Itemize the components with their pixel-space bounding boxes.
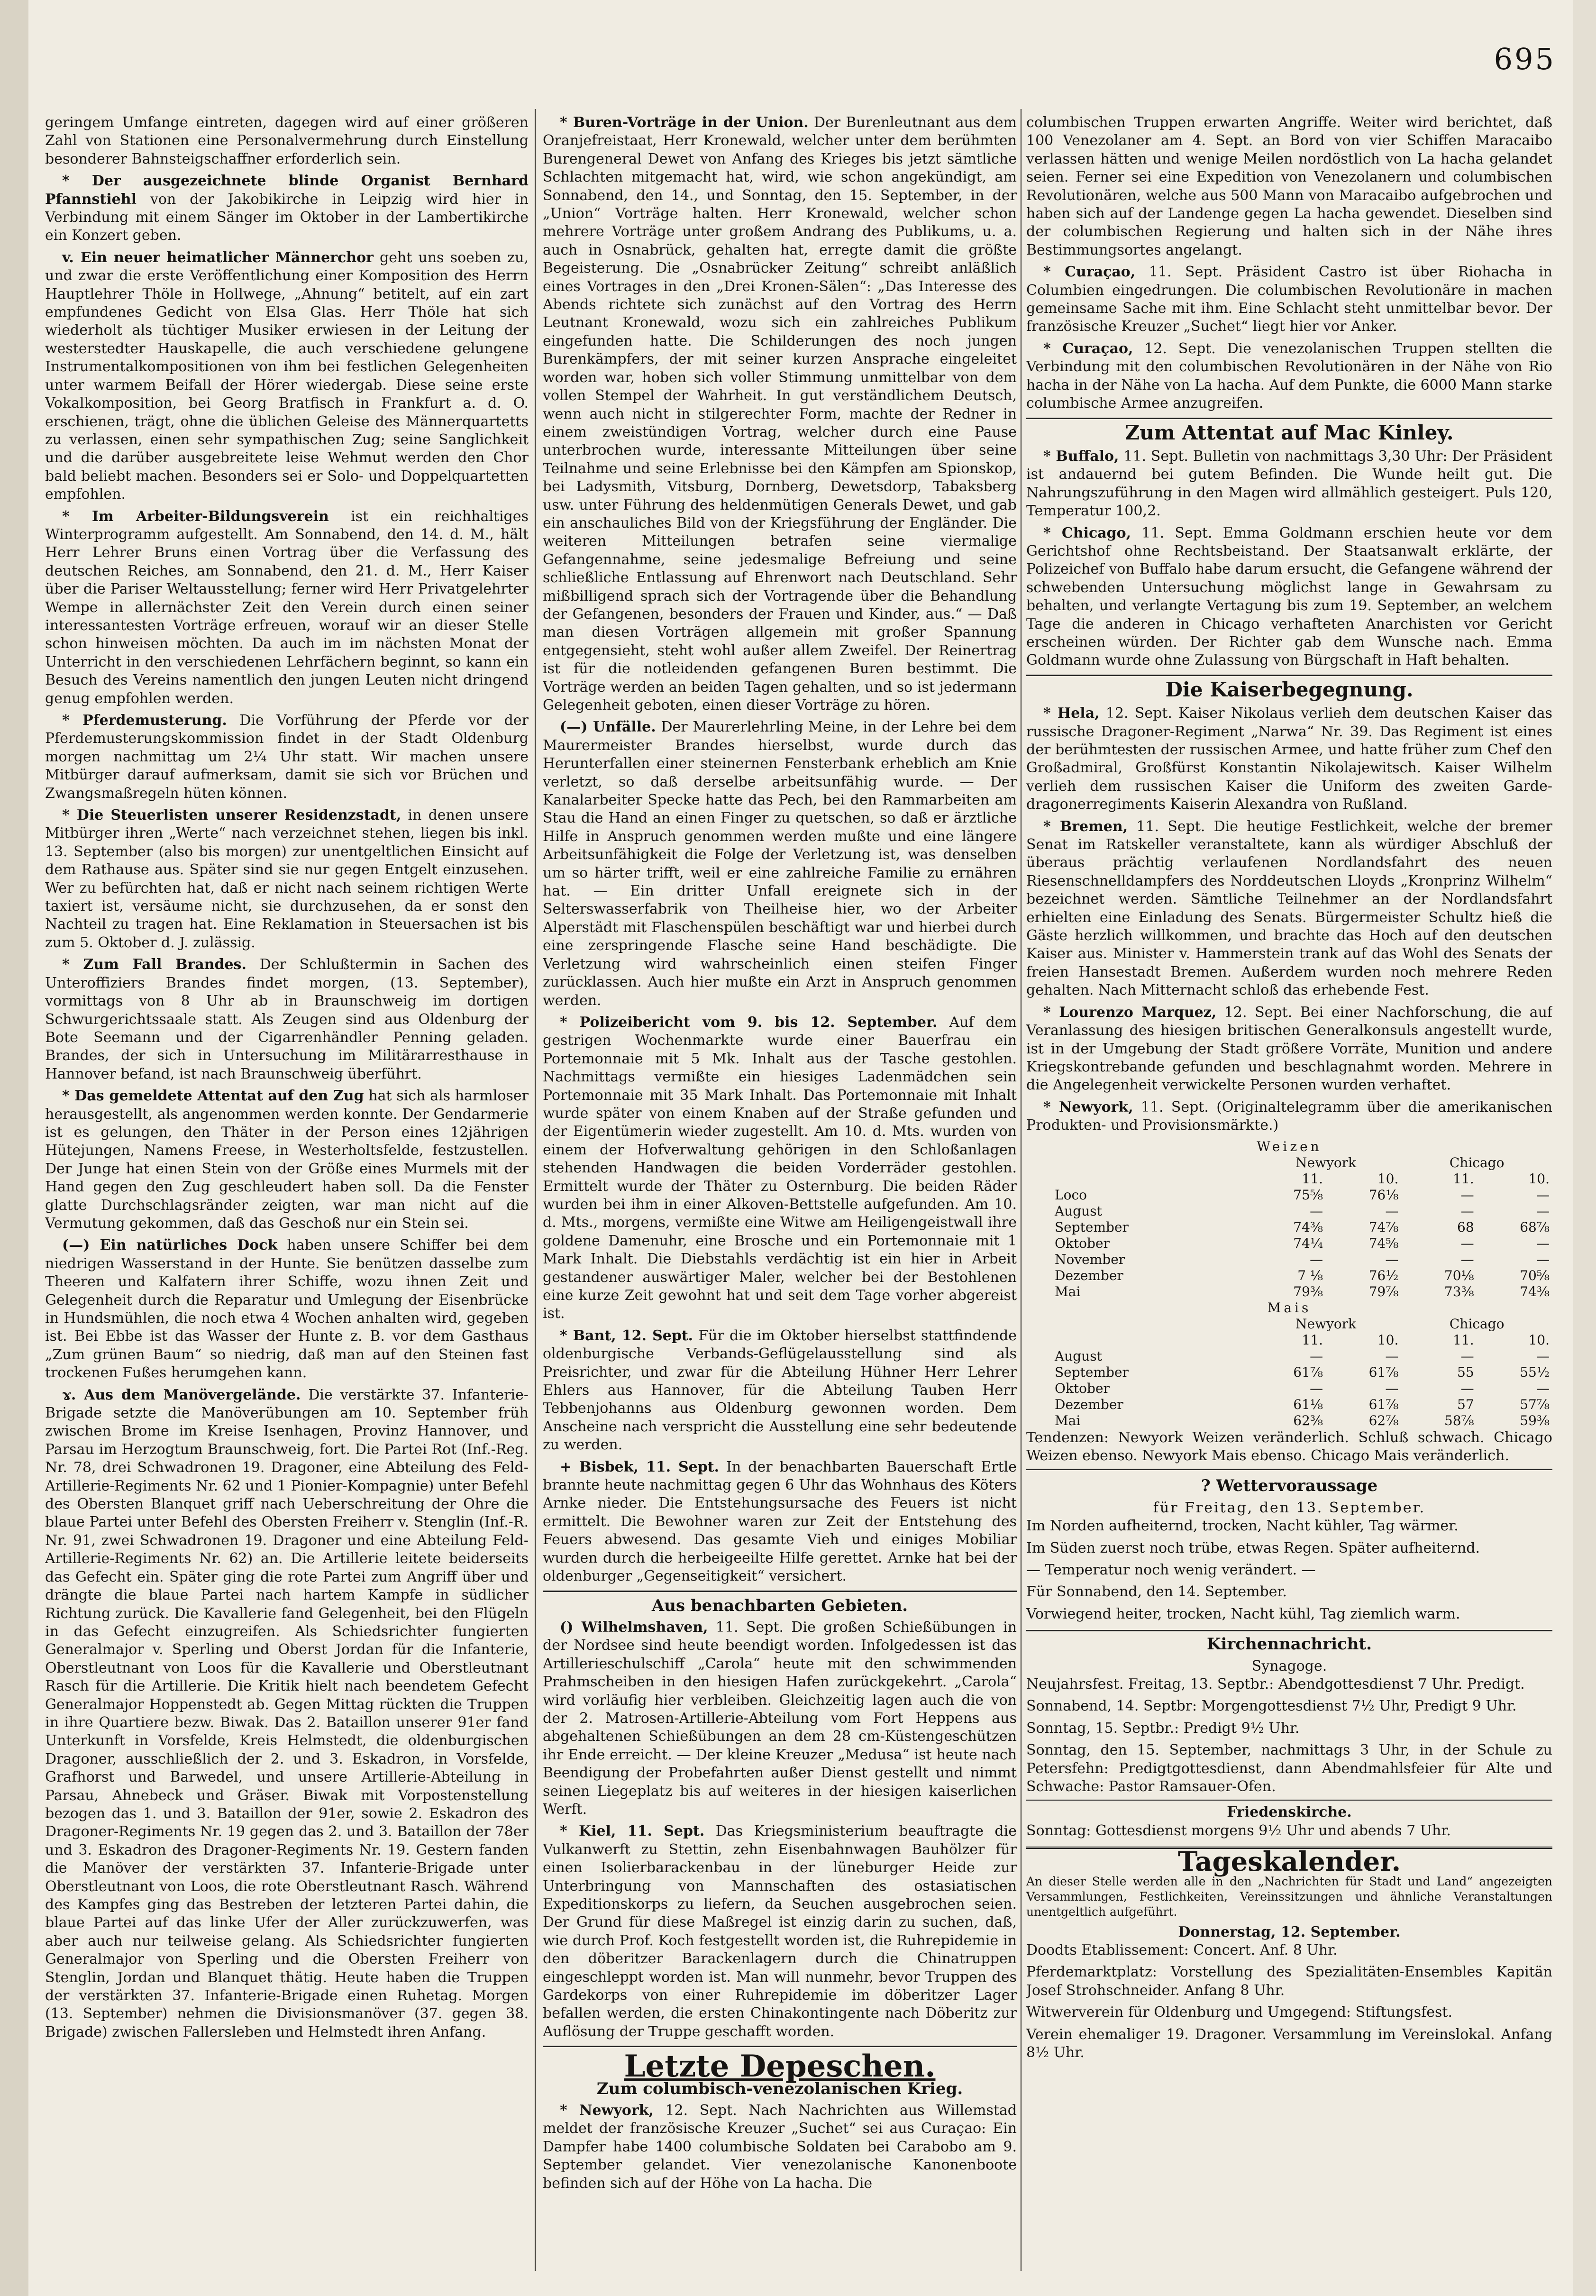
letzte-depeschen-subtitle: Zum columbisch-venezolanischen Krieg. — [596, 2079, 963, 2098]
article-paragraph — [45, 956, 529, 1083]
divider — [1026, 418, 1552, 419]
blank-cell — [1026, 1155, 1250, 1171]
article-text: Der Maurerlehrling Meine, in der Lehre bei dem Maurermeister Brandes hierselbst, wurde durch das Herunterfallen einer steinernen Fensterbank erheblich am Knie verletzt, so daß derselbe arbeitsunfähig wurde. — Der Kanalarbeiter Specke hatte das Pech, bei den Rammarbeiten am Stau die Hand an einen Finger zu quetschen, so daß er ärztliche Hilfe in Anspruch genommen werden mußte und eine längere Arbeitsunfähigkeit die Folge der Verletzung ist, was denselben um so härter trifft, weil er eine zahlreiche Familie zu ernähren hat. — Ein dritter Unfall ereignete sich in der Selterswasserfabrik von Theilheise hier, wo der Arbeiter Alperstädt mit Flaschenspülen beschäftigt war und hierbei durch eine zerspringende Flasche seine Hand beschädigte. Die Verletzung wird wahrscheinlich einen steifen Finger zurücklassen. Auch hier mußte ein Arzt in Anspruch genommen werden. — [543, 719, 1017, 1009]
market-row — [1026, 1364, 1552, 1381]
divider — [543, 2046, 1017, 2047]
article-lead: * Polizeibericht vom 9. bis 12. September. — [560, 1014, 938, 1031]
market-price: 55 — [1457, 1364, 1474, 1380]
article-paragraph — [45, 1087, 529, 1233]
market-price: — — [1536, 1251, 1550, 1267]
market-date: 11. — [1302, 1332, 1323, 1348]
text-line: — Temperatur noch wenig verändert. — — [1026, 1561, 1316, 1578]
article-paragraph — [543, 2102, 1017, 2193]
market-row — [1026, 1413, 1552, 1429]
text-line: Sonntag, den 15. September, nachmittags 3 Uhr, in der Schule zu Petersfehn: Predigtgottesdienst, dann Abendmahlsfeier für Alte und Schwache: Pastor Ramsauer-Ofen. — [1026, 1742, 1552, 1795]
article-text: 11. Sept. Die großen Schießübungen in der Nordsee sind heute beendigt worden. Infolgedessen ist das Artillerieschulschiff „Carola“ heute mit den schwimmenden Prahmscheiben in den hiesigen Hafen zurückgekehrt. „Carola“ wird vorläufig hier verbleiben. Gleichzeitig lagen auch die von der 2. Matrosen-Artillerie-Abteilung vom Fort Heppens aus abgehaltenen Schießübungen an dem 28 cm-Küstengeschützen ihr Ende erreicht. — Der kleine Kreuzer „Medusa“ ist heute nach Beendigung der Probefahrten außer Dienst gestellt und nimmt seinen Liegeplatz bis auf weiteres in der hiesigen kaiserlichen Werft. — [543, 1619, 1017, 1818]
article-text: Der Burenleutnant aus dem Oranjefreistaat, Herr Kronewald, welcher unter dem berühmten Burengeneral Dewet von Anfang des Krieges bis jetzt sämtliche Schlachten mitgemacht hat, wird, wie schon angekündigt, am Sonnabend, den 14., und Sonntag, den 15. September, in der „Union“ Vorträge halten. Herr Kronewald, welcher schon mehrere Vorträge unter großem Andrang des Publikums, u. a. auch in Osnabrück, gehalten hat, erregte damit die größte Begeisterung. Die „Osnabrücker Zeitung“ schreibt anläßlich eines Vortrages in den „Drei Kronen-Sälen“: „Das Interesse des Abends richtete sich zunächst auf den Vortrag des Herrn Leutnant Kronewald, wozu sich ein zahlreiches Publikum eingefunden hatte. Die Schilderungen des noch jungen Burenkämpfers, der mit seiner kurzen Ansprache eingeleitet worden war, hoben sich voller Stimmung unmittelbar von dem vollen Stempel der Wahrheit. In gut verständlichem Deutsch, wenn auch nicht in stilgerechter Form, machte der Redner in einem zweistündigen Vortrag, welcher durch eine Pause unterbrochen wurde, interessante Mitteilungen über seine Teilnahme und seine Erlebnisse bei den Kämpfen am Spionskop, bei Ladysmith, Vitsburg, Dornberg, Dewetsdorp, Tabaksberg usw. unter Führung des heldenmütigen Generals Dewet, und gab ein anschauliches Bild von der Kriegsführung der Engländer. Die weiteren Mitteilungen betrafen seine viermalige Gefangennahme, seine jedesmalige Befreiung und seine schließliche Entlassung auf Ehrenwort nach Deutschland. Sehr mißbilligend sprach sich der Vortragende über die Behandlung der Gefangenen, besonders der Frauen und Kinder, aus.“ — Daß man diesen Vorträgen allgemein mit großer Spannung entgegensieht, steht wohl außer allem Zweifel. Der Reinertrag ist für die notleidenden gefangenen Buren bestimmt. Die Vorträge werden an beiden Tagen gehalten, und so ist jedermann Gelegenheit geboten, einen dieser Vorträge zu hören. — [543, 114, 1017, 713]
market-price: — — [1310, 1203, 1323, 1219]
article-lead: (—) Unfälle. — [560, 719, 656, 736]
tageskalender-day: Donnerstag, 12. September. — [1178, 1923, 1401, 1940]
market-row — [1026, 1268, 1552, 1284]
market-month: November — [1055, 1251, 1125, 1267]
article-lead: v. Ein neuer heimatlicher Männerchor — [62, 249, 374, 266]
article-lead: * Der ausgezeichnete blinde Organist Bernhard Pfannstiehl — [45, 173, 529, 208]
blank-cell — [1026, 1316, 1250, 1332]
tageskalender-title: Tageskalender. — [1026, 1847, 1552, 1871]
market-price: — — [1536, 1203, 1550, 1219]
friedenskirche-line: Sonntag: Gottesdienst morgens 9½ Uhr und abends 7 Uhr. — [1026, 1822, 1451, 1839]
article-paragraph — [45, 806, 529, 952]
market-price: 55½ — [1520, 1364, 1550, 1380]
article-paragraph — [543, 114, 1017, 714]
article-lead: ɤ. Aus dem Manövergelände. — [62, 1386, 301, 1403]
article-lead: + Bisbek, 11. Sept. — [560, 1458, 720, 1475]
market-price: 68 — [1457, 1219, 1474, 1235]
article-lead: (—) Ein natürliches Dock — [62, 1237, 278, 1254]
friedenskirche-heading: Friedenskirche. — [1227, 1804, 1352, 1821]
market-row — [1026, 1235, 1552, 1252]
article-paragraph — [45, 1236, 529, 1382]
article-text: Für die im Oktober hierselbst stattfindende oldenburgische Verbands-Geflügelausstellung sind als Preisrichter, und zwar für die Abteilung Hühner Herr Lehrer Ehlers aus Hannover, für die Abteilung Tauben Herr Tebbenjohanns aus Oldenburg gewonnen worden. Dem Anscheine nach verspricht die Ausstellung eine sehr bedeutende zu werden. — [543, 1327, 1017, 1454]
right-margin — [1573, 0, 1596, 2296]
market-price: — — [1536, 1380, 1550, 1396]
article-paragraph — [45, 508, 529, 708]
market-section-header — [1026, 1300, 1552, 1316]
article-lead: * Im Arbeiter-Bildungsverein — [62, 508, 329, 525]
market-price: 76⅛ — [1368, 1187, 1399, 1203]
article-lead: () Wilhelmshaven, — [560, 1619, 708, 1636]
market-price: 62⅜ — [1293, 1412, 1323, 1428]
article-text: 12. Sept. Kaiser Nikolaus verlieh dem deutschen Kaiser das russische Dragoner-Regiment „Narwa“ Nr. 39. Das Regiment ist eines der berühmtesten der russischen Armee, und hatte früher zum Chef den Großadmiral, Großfürst Konstantin Nikolajewitsch. Kaiser Wilhelm verlieh dem russischen Kaiser die Uniform des zweiten Garde-dragonerregiments Kaiserin Alexandra von Rußland. — [1026, 705, 1552, 813]
article-paragraph — [1026, 818, 1552, 1000]
article-text: In der benachbarten Bauerschaft Ertle brannte heute nachmittag gegen 6 Uhr das Wohnhaus des Köters Arnke nieder. Die Entstehungsursache des Feuers ist nicht ermittelt. Die Bewohner waren zur Zeit der Entstehung des Feuers abwesend. Das gesamte Vieh und einiges Mobiliar wurden durch die herbeigeeilte Hilfe gerettet. Arnke hat bei der oldenburger „Gegenseitigkeit“ versichert. — [543, 1458, 1017, 1585]
market-date: 11. — [1453, 1171, 1474, 1187]
tageskalender-note: An dieser Stelle werden alle in den „Nachrichten für Stadt und Land“ angezeigten Versammlungen, Festlichkeiten, Vereinssitzungen und ähnliche Veranstaltungen unentgeltlich aufgeführt. — [1026, 1874, 1552, 1919]
market-date-row — [1026, 1171, 1552, 1187]
text-line: Verein ehemaliger 19. Dragoner. Versammlung im Vereinslokal. Anfang 8½ Uhr. — [1026, 2026, 1552, 2061]
market-price: — — [1460, 1187, 1474, 1203]
market-price: 74¼ — [1293, 1235, 1323, 1251]
market-row — [1026, 1187, 1552, 1203]
synagogue-heading: Synagoge. — [1251, 1657, 1327, 1674]
text-line: Im Norden aufheiternd, trocken, Nacht kühler, Tag wärmer. — [1026, 1518, 1459, 1535]
article-paragraph — [1026, 263, 1552, 336]
market-price: — — [1536, 1235, 1550, 1251]
article-text: ist ein reichhaltiges Winterprogramm aufgestellt. Am Sonnabend, den 14. d. M., hält Herr Lehrer Bruns einen Vortrag über die Verfassung des deutschen Reiches, am Sonnabend, den 21. d. M., Herr Kaiser über die Pariser Weltausstellung; ferner wird Herr Privatgelehrter Wempe in allernächster Zeit den Verein durch einen seiner interessantesten Vorträge erfreuen, worauf wir an dieser Stelle schon hinweisen möchten. Da auch im im nächsten Monat der Unterricht in den verschiedenen Lehrfächern beginnt, so kann ein Besuch des Vereins namentlich den jungen Leuten nicht dringend genug empfohlen werden. — [45, 508, 529, 707]
column-1 — [45, 114, 529, 2276]
market-price: 70⅛ — [1444, 1267, 1474, 1283]
page-number: 695 — [1494, 42, 1556, 76]
market-price: — — [1310, 1251, 1323, 1267]
market-price: 7 ⅛ — [1297, 1267, 1323, 1283]
column-2 — [543, 114, 1017, 2276]
article-text: hat sich als harmloser herausgestellt, als angenommen werden konnte. Der Gendarmerie ist es gelungen, den Thäter in der Person eines 12jährigen Hütejungen, Namens Freese, in Westerholtsfelde, festzustellen. Der Junge hat einen Stein von der Größe eines Murmels mit der Hand gegen den Zug geschleudert haben soll. Da die Fenster glatte Durchschlagsränder zeigten, war man nicht auf die Vermutung gekommen, daß das Geschoß nur ein Stein sei. — [45, 1088, 529, 1232]
market-date: 10. — [1377, 1171, 1399, 1187]
heading-attentat: Zum Attentat auf Mac Kinley. — [1125, 421, 1454, 444]
market-price: — — [1310, 1348, 1323, 1364]
article-paragraph — [1026, 524, 1552, 670]
market-place: Newyork — [1295, 1154, 1357, 1171]
market-price: 70⅝ — [1520, 1267, 1550, 1283]
article-lead: * Chicago, — [1043, 524, 1131, 541]
article-lead: * Buffalo, — [1043, 448, 1119, 465]
article-paragraph — [1026, 448, 1552, 521]
text-line: Pferdemarktplatz: Vorstellung des Spezialitäten-Ensembles Kapitän Josef Strohschneider. Anfang 8 Uhr. — [1026, 1964, 1552, 1999]
church-title: Kirchennachricht. — [1206, 1635, 1372, 1654]
article-text: 12. Sept. Bei einer Nachforschung, die auf Veranlassung des hiesigen britischen Generalkonsuls angestellt wurde, ist in der Umgebung der Stadt größere Vorräte, Munition und andere Kriegskontrebande gefunden und beschlagnahmt worden. Mehrere in die Angelegenheit verwickelte Personen wurden verhaftet. — [1026, 1004, 1552, 1094]
market-price: — — [1385, 1380, 1399, 1396]
weather-subtitle: für Freitag, den 13. September. — [1153, 1499, 1426, 1516]
market-price: — — [1536, 1348, 1550, 1364]
market-month: Mai — [1055, 1283, 1081, 1299]
market-price: 61⅛ — [1293, 1396, 1323, 1412]
article-paragraph — [543, 1014, 1017, 1323]
text-line: Im Süden zuerst noch trübe, etwas Regen. Später aufheiternd. — [1026, 1539, 1480, 1556]
article-text: Der Schlußtermin in Sachen des Unteroffiziers Brandes findet morgen, (13. September), vormittags von 8 Uhr ab in Braunschweig im dortigen Schwurgerichtssaale statt. Als Zeugen sind aus Oldenburg der Bote Seemann und der Cigarrenhändler Penning geladen. Brandes, der sich in Untersuchung im Militärarresthause in Hannover befand, ist nach Braunschweig überführt. — [45, 956, 529, 1082]
market-price: — — [1536, 1187, 1550, 1203]
article-lead: * Das gemeldete Attentat auf den Zug — [62, 1088, 364, 1105]
article-paragraph — [45, 249, 529, 504]
market-price: 61⅞ — [1368, 1364, 1399, 1380]
market-price: — — [1310, 1380, 1323, 1396]
market-price: — — [1460, 1251, 1474, 1267]
market-place-row — [1026, 1316, 1552, 1332]
market-price: — — [1460, 1348, 1474, 1364]
article-paragraph — [543, 1458, 1017, 1586]
market-month: Loco — [1055, 1187, 1087, 1203]
market-price: 58⅞ — [1444, 1412, 1474, 1428]
left-margin — [0, 0, 28, 2296]
market-month: August — [1055, 1203, 1102, 1219]
article-paragraph — [1026, 1004, 1552, 1095]
article-paragraph — [543, 718, 1017, 1010]
text-line: Vorwiegend heiter, trocken, Nacht kühl, Tag ziemlich warm. — [1026, 1605, 1460, 1622]
divider — [543, 1591, 1017, 1592]
article-paragraph — [543, 1619, 1017, 1819]
market-price: 75⅝ — [1293, 1187, 1323, 1203]
market-price: — — [1460, 1203, 1474, 1219]
market-section-label: Mais — [1267, 1299, 1312, 1316]
market-month: Oktober — [1055, 1380, 1110, 1396]
market-date: 11. — [1302, 1171, 1323, 1187]
article-paragraph — [45, 172, 529, 245]
article-paragraph — [543, 1822, 1017, 2041]
article-text: 11. Sept. (Originaltelegramm über die amerikanischen Produkten- und Provisionsmärkte.) — [1026, 1098, 1552, 1134]
market-price: 74⅝ — [1368, 1235, 1399, 1251]
article-text: Die verstärkte 37. Infanterie-Brigade setzte die Manöverübungen am 10. September früh zwischen Brome im Kreise Isenhagen, Provinz Hannover, und Parsau im Herzogtum Braunschweig, fort. Die Partei Rot (Inf.-Reg. Nr. 78, drei Schwadronen 19. Dragoner, eine Abteilung des Feld-Artillerie-Regiments Nr. 62 und 1 Pionier-Kompagnie) unter Befehl des Obersten Blanquet griff nach Ueberschreitung der Ohre die blaue Partei unter Befehl des Obersten Freiherr v. Stenglin (Inf.-R. Nr. 91, zwei Schwadronen 19. Dragoner und eine Abteilung Feld-Artillerie-Regiments Nr. 62) an. Die Artillerie leitete beiderseits das Gefecht ein. Später ging die rote Partei zum Angriff über und drängte die blaue Partei nach hartem Kampfe in südlicher Richtung zurück. Die Kavallerie fand Gelegenheit, bei den Flügeln in das Gefecht einzugreifen. Als Schiedsrichter fungierten Generalmajor v. Sperling und Oberst Jordan für die Infanterie, Oberstleutnant von Loos für die Kavallerie und Oberstleutnant Rasch für die Artillerie. Die Kritik hielt nach beendetem Gefecht Generalmajor Hoppenstedt ab. Gegen Mittag rückten die Truppen in ihre Quartiere bezw. Biwak. Das 2. Bataillon unserer 91er fand Unterkunft in Vorsfelde, Kreis Helmstedt, die oldenburgischen Dragoner, ausschließlich der 2. und 3. Eskadron, in Vorsfelde, Grafhorst und Barwedel, und unsere Artillerie-Abteilung in Parsau, Ahnebeck und Gräser. Biwak mit Vorpostenstellung bezogen das 1. und 3. Bataillon der 91er, sowie 2. Eskadron des Dragoner-Regiments Nr. 19 gegen das 2. und 3. Bataillon der 78er und 3. Eskadron des Dragoner-Regiments Nr. 19. Gestern fanden die Manöver der verstärkten 37. Infanterie-Brigade unter Oberstleutnant von Loos, die rote Oberstleutnant Rasch. Während des Kampfes ging das Bestreben der letzteren Partei dahin, die blaue Partei auf das linke Ufer der Aller zurückzuwerfen, was aber auch nur teilweise gelang. Als Schiedsrichter fungierten Generalmajor von Sperling und die Obersten Freiherr von Stenglin, Jordan und Blanquet thätig. Heute haben die Truppen der verstärkten 37. Infanterie-Brigade einen Ruhetag. Morgen (13. September) nehmen die Divisionsmanöver (37. gegen 38. Brigade) zwischen Fallersleben und Helmstedt ihren Anfang. — [45, 1386, 529, 2040]
article-text: Die Vorführung der Pferde vor der Pferdemusterungskommission findet in der Stadt Oldenburg morgen nachmittag um 2¼ Uhr statt. Wir machen unsere Mitbürger darauf aufmerksam, damit sie sich vor Brüchen und Zwangsmaßregeln hüten können. — [45, 712, 529, 802]
article-lead: * Hela, — [1043, 705, 1100, 722]
market-place-row — [1026, 1155, 1552, 1171]
article-text: 11. Sept. Präsident Castro ist über Riohacha in Columbien eingedrungen. Die columbischen Revolutionäre in machen gemeinsame Sache mit ihm. Eine Schlacht steht unmittelbar bevor. Der französische Kreuzer „Suchet“ liegt hier vor Anker. — [1026, 264, 1552, 335]
market-price: — — [1385, 1203, 1399, 1219]
market-price: 73⅜ — [1444, 1283, 1474, 1299]
market-price: 79⅜ — [1293, 1283, 1323, 1299]
article-lead: * Curaçao, — [1043, 340, 1133, 357]
market-place: Chicago — [1449, 1316, 1505, 1332]
article-text: von der Jakobikirche in Leipzig wird hier in Verbindung mit einem Sänger im Oktober in der Lambertikirche ein Konzert geben. — [45, 191, 529, 244]
article-paragraph — [1026, 340, 1552, 413]
article-paragraph — [1026, 704, 1552, 814]
market-price: 62⅞ — [1368, 1412, 1399, 1428]
market-price: 79⅞ — [1368, 1283, 1399, 1299]
article-lead: * Newyork, — [1043, 1098, 1133, 1116]
blank-cell — [1026, 1171, 1250, 1187]
blank-cell — [1026, 1332, 1250, 1348]
text-line: Für Sonnabend, den 14. September. — [1026, 1583, 1287, 1601]
market-price: — — [1385, 1251, 1399, 1267]
market-row — [1026, 1203, 1552, 1219]
text-line: Sonntag, 15. Septbr.: Predigt 9½ Uhr. — [1026, 1720, 1300, 1737]
article-paragraph — [543, 1327, 1017, 1454]
article-lead: * Newyork, — [560, 2102, 654, 2119]
article-lead: * Zum Fall Brandes. — [62, 956, 246, 973]
article-paragraph — [45, 114, 529, 168]
market-price: 57 — [1457, 1396, 1474, 1412]
article-text: 11. Sept. Die heutige Festlichkeit, welche der bremer Senat im Ratskeller veranstaltete, kann als würdiger Abschluß der überaus prächtig verlaufenen Nordlandsfahrt des neuen Riesenschnelldampfers des Norddeutschen Lloyds „Kronprinz Wilhelm“ bezeichnet werden. Sämtliche Teilnehmer an der Nordlandsfahrt erhielten eine Einladung des Senats. Bürgermeister Schultz hieß die Gäste herzlich willkommen, und brachte das Hoch auf den deutschen Kaiser aus. Minister v. Hammerstein trank auf das Wohl des Senats der freien Hansestadt Bremen. Außerdem wurden noch mehrere Reden gehalten. Nach Mitternacht schloß das erhebende Fest. — [1026, 818, 1552, 999]
market-month: August — [1055, 1348, 1102, 1364]
article-text: 12. Sept. Nach Nachrichten aus Willemstad meldet der französische Kreuzer „Suchet“ sei aus Curaçao: Ein Dampfer habe 1400 columbische Soldaten bei Carabobo am 9. September gelandet. Vier venezolanische Kanonenboote befinden sich auf der Höhe von La hacha. Die — [543, 2102, 1017, 2192]
market-section-label: Weizen — [1257, 1138, 1322, 1154]
text-line: Doodts Etablissement: Concert. Anf. 8 Uhr. — [1026, 1942, 1338, 1959]
article-text: geringem Umfange eintreten, dagegen wird auf einer größeren Zahl von Stationen eine Personalvermehrung durch Einstellung besonderer Bahnsteigschaffner erforderlich sein. — [45, 114, 529, 167]
market-price: — — [1460, 1235, 1474, 1251]
article-lead: * Bremen, — [1043, 818, 1128, 835]
market-price: — — [1385, 1348, 1399, 1364]
weather-box — [1026, 1469, 1552, 1631]
column-rule — [535, 109, 536, 2271]
market-row — [1026, 1397, 1552, 1413]
market-month: September — [1055, 1364, 1129, 1380]
market-month: Dezember — [1055, 1396, 1123, 1412]
divider — [1026, 1800, 1552, 1801]
market-row — [1026, 1284, 1552, 1300]
text-line: Witwerverein für Oldenburg und Umgegend: Stiftungsfest. — [1026, 2004, 1453, 2021]
article-lead: * Pferdemusterung. — [62, 712, 227, 729]
article-text: Das Kriegsministerium beauftragte die Vulkanwerft zu Stettin, zehn Eisenbahnwagen Bauhölzer für einen Isolierbarackenbau in der lüneburger Heide zur Unterbringung von Mannschaften des ostasiatischen Expeditionskorps zu liefern, da Seuchen ausgebrochen seien. Der Grund für diese Maßregel ist einzig darin zu suchen, daß, wie durch Prof. Koch festgestellt worden ist, die Ruhrepidemie in den döberitzer Barackenlagern durch die Chinatruppen eingeschleppt worden ist. Man will nunmehr, bevor Truppen des Gardekorps von einer Ruhrepidemie im döberitzer Lager befallen werden, die ersten Chinakontingente nach Döberitz zur Auflösung der Truppe geschafft worden. — [543, 1823, 1017, 2040]
market-price: 59⅜ — [1520, 1412, 1550, 1428]
market-tendenzen: Tendenzen: Newyork Weizen veränderlich. Schluß schwach. Chicago Weizen ebenso. Newyork Mais ebenso. Chicago Mais veränderlich. — [1026, 1429, 1552, 1464]
market-table — [1026, 1139, 1552, 1429]
market-month: Mai — [1055, 1412, 1081, 1428]
market-row — [1026, 1252, 1552, 1268]
market-date: 10. — [1377, 1332, 1399, 1348]
article-lead: * Buren-Vorträge in der Union. — [560, 114, 809, 131]
market-place: Chicago — [1449, 1154, 1505, 1171]
article-text: Auf dem gestrigen Wochenmarkte wurde einer Bauerfrau ein Portemonnaie mit 5 Mk. Inhalt aus der Tasche gestohlen. Nachmittags vermißte ein hiesiges Ladenmädchen sein Portemonnaie mit 35 Mark Inhalt. Das Portemonnaie mit Inhalt wurde später von einem Knaben auf der Straße gefunden und der Eigentümerin wieder zugestellt. Am 10. d. Mts. wurden von einem der Hofverwaltung gehörigen in den Schloßanlagen stehenden Handwagen die beiden Vorderräder gestohlen. Ermittelt wurde der Thäter zu Osternburg. Die beiden Räder wurden bei ihm in einer Alkoven-Bettstelle aufgefunden. Am 10. d. Mts., morgens, vermißte eine Witwe am Heiligengeistwall ihre goldene Damenuhr, eine Brosche und ein Portemonnaie mit 1 Mark Inhalt. Die Diebstahls verdächtig ist ein hier in Arbeit gestandener auswärtiger Maler, welcher bei der Bestohlenen eine kurze Zeit gewohnt hat und seit dem Tage vorher abgereist ist. — [543, 1014, 1017, 1322]
article-lead: * Die Steuerlisten unserer Residenzstadt, — [62, 807, 401, 824]
article-text: 12. Sept. Die venezolanischen Truppen stellten die Verbindung mit den columbischen Revolutionären in der Nähe von Rio hacha in der Nähe von La hacha. Auf dem Punkte, die 6000 Mann starke columbische Armee anzugreifen. — [1026, 340, 1552, 412]
article-lead: * Bant, 12. Sept. — [560, 1327, 693, 1344]
article-paragraph — [45, 712, 529, 803]
article-text: haben unsere Schiffer bei dem niedrigen Wasserstand in der Hunte. Sie benützen dasselbe zum Theeren und Kalfatern ihrer Schiffe, wozu ihnen Zeit und Gelegenheit durch die Reparatur und Umlegung der Eisenbrücke in Hundsmühlen, die noch etwa 4 Wochen anhalten wird, gegeben ist. Bei Ebbe ist das Wasser der Hunte z. B. vor dem Gasthaus „Zum grünen Baum“ so niedrig, daß man auf den Steinen fast trockenen Fußes herumgehen kann. — [45, 1237, 529, 1381]
market-month: Oktober — [1055, 1235, 1110, 1251]
weather-title: ? Wettervoraussage — [1201, 1476, 1378, 1496]
article-text: geht uns soeben zu, und zwar die erste Veröffentlichung einer Komposition des Herrn Hauptlehrer Thöle in Hollwege, „Ahnung“ betitelt, auf ein zart empfundenes Gedicht von Elsa Glas. Herr Thöle hat sich wiederholt als tüchtiger Musiker erwiesen in der Leitung der westerstedter Hauskapelle, die auch verschiedene gelungene Instrumentalkompositionen von ihm bei festlichen Gelegenheiten unter warmem Beifall der Hörer wiedergab. Diese seine erste Vokalkomposition, bei Georg Bratfisch in Frankfurt a. d. O. erschienen, trägt, ohne die üblichen Geleise des Männerquartetts zu verlassen, einen sehr sympathischen Zug; seine Sanglichkeit und die darüber ausgebreitete leise Wehmut werden den Chor bald beliebt machen. Besonders sei er Solo- und Doppelquartetten empfohlen. — [45, 249, 529, 503]
market-price: 61⅞ — [1368, 1396, 1399, 1412]
text-line: Sonnabend, 14. Septbr: Morgengottesdienst 7½ Uhr, Predigt 9 Uhr. — [1026, 1698, 1517, 1715]
market-price: 74⅜ — [1293, 1219, 1323, 1235]
market-month: Dezember — [1055, 1267, 1123, 1283]
heading-kaiser: Die Kaiserbegegnung. — [1165, 677, 1414, 701]
market-price: 61⅞ — [1293, 1364, 1323, 1380]
market-date-row — [1026, 1332, 1552, 1348]
market-price: 74⅞ — [1368, 1219, 1399, 1235]
market-price: 74⅜ — [1520, 1283, 1550, 1299]
article-lead: * Curaçao, — [1043, 264, 1136, 281]
column-3 — [1026, 114, 1552, 2276]
market-month: September — [1055, 1219, 1129, 1235]
market-section-header — [1026, 1139, 1552, 1155]
market-date: 10. — [1528, 1332, 1550, 1348]
market-row — [1026, 1348, 1552, 1364]
market-price: — — [1460, 1380, 1474, 1396]
article-paragraph — [1026, 1098, 1552, 1135]
article-text: 11. Sept. Bulletin von nachmittags 3,30 Uhr: Der Präsident ist andauernd bei gutem Befinden. Die Wunde heilt gut. Die Nahrungszuführung in den Magen wird allmählich gesteigert. Puls 120, Temperatur 100,2. — [1026, 448, 1552, 520]
article-text: columbischen Truppen erwarten Angriffe. Weiter wird berichtet, daß 100 Venezolaner am 4. Sept. an Bord von vier Schiffen Maracaibo verlassen hätten und wenige Meilen nordöstlich von La hacha gelandet seien. Ferner sei eine Expedition von Venezolanern und columbischen Revolutionären, welche aus 500 Mann von Maracaibo aufgebrochen und haben sich auf der Landenge gegen La hacha gewendet. Dieselben sind der columbischen Regierung und halten sich in der Nähe ihres Bestimmungsortes angelangt. — [1026, 114, 1552, 258]
article-lead: * Kiel, 11. Sept. — [560, 1823, 705, 1840]
market-place: Newyork — [1295, 1316, 1357, 1332]
market-price: 76½ — [1368, 1267, 1399, 1283]
article-text: in denen unsere Mitbürger ihren „Werte“ nach verzeichnet stehen, liegen bis inkl. 13. September (also bis morgen) zur unentgeltlichen Einsicht auf dem Rathause aus. Später sind sie nur gegen Entgelt einzusehen. Wer zu befürchten hat, daß er nicht nach seinem richtigen Werte taxiert ist, versäume nicht, sie durchzusehen, da er sonst den Nachteil zu tragen hat. Eine Reklamation in Steuersachen ist bis zum 5. Oktober d. J. zulässig. — [45, 807, 529, 951]
letzte-depeschen-title: Letzte Depeschen. — [624, 2049, 936, 2085]
market-row — [1026, 1381, 1552, 1397]
section-heading-nachbar: Aus benachbarten Gebieten. — [651, 1596, 908, 1615]
article-text: 11. Sept. Emma Goldmann erschien heute vor dem Gerichtshof ohne Rechtsbeistand. Der Staatsanwalt erklärte, der Polizeichef von Buffalo habe darum ersucht, die Gefangene während der schwebenden Untersuchung möglichst lange in Gewahrsam zu behalten, und verlangte Vertagung bis zum 19. September, an welchem Tage die anderen in Chicago verhafteten Anarchisten vor Gericht erscheinen würden. Der Richter gab dem Wunsche nach. Emma Goldmann wurde ohne Zulassung von Bürgschaft in Haft behalten. — [1026, 524, 1552, 669]
article-paragraph — [45, 1386, 529, 2042]
text-line: Neujahrsfest. Freitag, 13. Septbr.: Abendgottesdienst 7 Uhr. Predigt. — [1026, 1676, 1525, 1692]
divider — [1026, 675, 1552, 676]
market-date: 11. — [1453, 1332, 1474, 1348]
market-price: 57⅞ — [1520, 1396, 1550, 1412]
article-lead: * Lourenzo Marquez, — [1043, 1004, 1217, 1021]
market-price: 68⅞ — [1520, 1219, 1550, 1235]
market-row — [1026, 1219, 1552, 1235]
market-date: 10. — [1528, 1171, 1550, 1187]
article-paragraph — [1026, 114, 1552, 259]
